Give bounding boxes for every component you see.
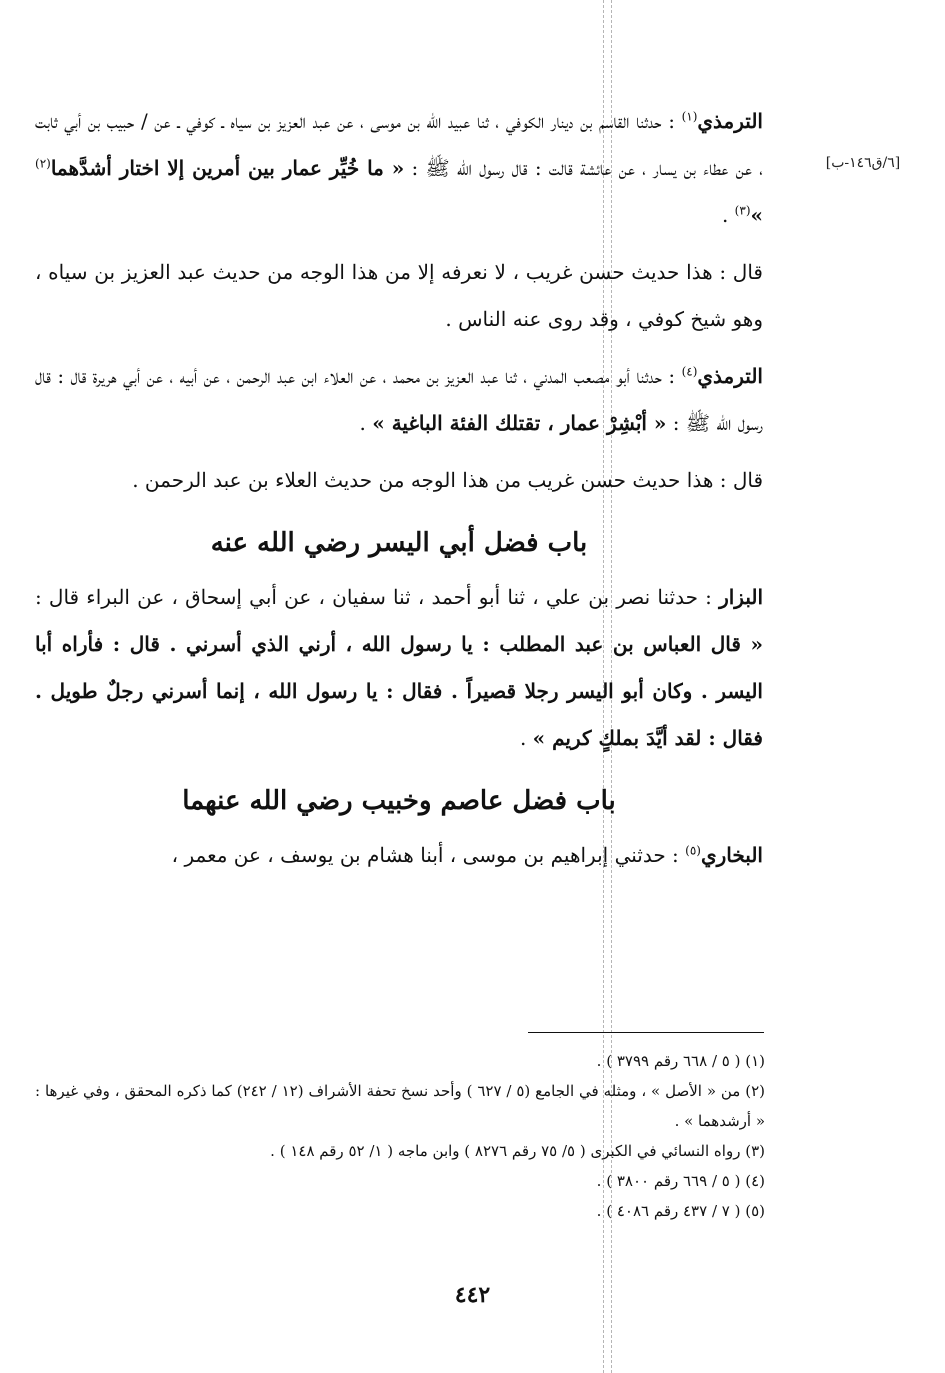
paragraph-text: : حدثنا القاسم بن دينار الكوفي ، ثنا عبيد الله بن موسى ، عن عبد العزيز بن سياه ـ كوفي ـ عن / حبيب بن أبي ثابت ، عن عطاء بن يسار ، عن عائشة قالت : قال رسول الله ﷺ : <box>35 109 763 180</box>
paragraph <box>35 832 763 879</box>
paragraph-text: قال : هذا حديث حسن غريب ، لا نعرفه إلا من هذا الوجه من حديث عبد العزيز بن سياه ، وهو شيخ كوفي ، وقد روى عنه الناس . <box>35 260 763 331</box>
hadith-text: « قال العباس بن عبد المطلب : يا رسول الله ، أرني الذي أسرني . قال : فأراه أبا اليسر . وكان أبو اليسر رجلا قصيراً . فقال : يا رسول الله ، إنما أسرني رجلٌ طويل . فقال : لقد أيَّدَ بملكٍ كريم » <box>35 632 763 750</box>
paragraph-end: . <box>721 203 735 227</box>
paragraph-end: . <box>359 411 373 435</box>
paragraph <box>35 574 763 762</box>
hadith-text: « ما خُيِّر عمار بين أمرين إلا اختار أشدَّهما <box>50 156 405 180</box>
footnote: (٥) ( ٧ / ٤٣٧ رقم ٤٠٨٦ ) . <box>596 1202 765 1220</box>
footnote-ref[interactable]: (٥) <box>685 843 701 858</box>
paragraph-text: : حدثني إبراهيم بن موسى ، أبنا هشام بن يوسف ، عن معمر ، <box>171 843 686 867</box>
paragraph <box>35 249 763 343</box>
footnote: (٤) ( ٥ / ٦٦٩ رقم ٣٨٠٠ ) . <box>596 1172 765 1190</box>
hadith-close: » <box>750 203 763 227</box>
footnote: (٣) رواه النسائي في الكبرى ( ٥/ ٧٥ رقم ٨٢٧٦ ) وابن ماجه ( ١/ ٥٢ رقم ١٤٨ ) . <box>270 1142 765 1160</box>
hadith-text: « أبْشِرْ عمار ، تقتلك الفئة الباغية » <box>372 411 667 435</box>
paragraph <box>35 353 763 447</box>
paragraph-end: . <box>519 726 533 750</box>
source-name: الترمذي <box>697 364 763 388</box>
manuscript-folio-note: [٦/ق١٤٦-ب] <box>825 155 901 171</box>
footnote-ref[interactable]: (٤) <box>681 364 698 379</box>
footnote-ref[interactable]: (٣) <box>734 203 751 218</box>
paragraph <box>35 457 763 504</box>
main-text <box>35 98 763 889</box>
paragraph-text: : حدثنا أبو مصعب المدني ، ثنا عبد العزيز بن محمد ، عن العلاء ابن عبد الرحمن ، عن أبيه ، عن أبي هريرة قال : قال رسول الله ﷺ : <box>35 364 763 435</box>
paragraph-text: : حدثنا نصر بن علي ، ثنا أبو أحمد ، ثنا سفيان ، عن أبي إسحاق ، عن البراء قال : <box>35 585 720 609</box>
source-name: البزار <box>719 585 763 609</box>
chapter-heading: باب فضل عاصم وخبيب رضي الله عنهما <box>182 786 616 816</box>
paragraph <box>35 98 763 239</box>
paragraph-text: قال : هذا حديث حسن غريب من هذا الوجه من حديث العلاء بن عبد الرحمن . <box>132 468 763 492</box>
footnotes <box>35 1046 765 1226</box>
source-name: الترمذي <box>697 109 763 133</box>
footnote-ref[interactable]: (٢) <box>35 156 51 171</box>
chapter-heading: باب فضل أبي اليسر رضي الله عنه <box>210 528 588 558</box>
source-name: البخاري <box>700 843 763 867</box>
page-number: ٤٤٢ <box>454 1282 491 1308</box>
footnote-separator <box>528 1032 764 1033</box>
footnote: (٢) من « الأصل » ، ومثله في الجامع (٥ / ٦٢٧ ) وأحد نسخ تحفة الأشراف (١٢ / ٢٤٢) كما ذكره المحقق ، وفي غيرها : « أرشدهما » . <box>35 1082 766 1130</box>
footnote-ref[interactable]: (١) <box>681 109 698 124</box>
footnote: (١) ( ٥ / ٦٦٨ رقم ٣٧٩٩ ) . <box>596 1052 765 1070</box>
